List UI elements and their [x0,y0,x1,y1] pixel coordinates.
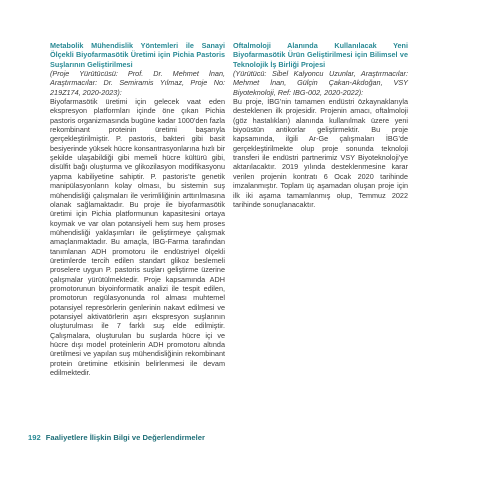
article-left-title: Metabolik Mühendislik Yöntemleri ile Sanayi Ölçekli Biyofarmasötik Üretimi için Pichia Pastoris Suşlarının Geliştirilmesi [50,41,225,69]
article-left-body: Biyofarmasötik üretimi için gelecek vaat eden ekspresyon platformları içinde öne çıkan Pichia pastoris organizmasında bugüne kadar 1000’den fazla rekombinant proteinin üretimi başarıyla gerçekleştirilmiştir. P. pastoris, bakteri gibi basit besiyerinde yüksek hücre konsantrasyonlarına hızlı bir şekilde ulaşabildiği gibi memeli hücre kültürü gibi, disülfit bağı oluşturma ve glikozilasyon modifikasyonu yapma kabiliyetine sahiptir. P. pastoris’te genetik manipülasyonların kolay olması, bu sistemin suş mühendisliği çalışmaları ile verimliliğinin arttırılmasına olanak sağlamaktadır. Bu proje ile biyofarmasötik üretimi için Pichia platformunun kapasitesini ortaya koymak ve var olan potansiyeli hem suş hem proses mühendisliği yaklaşımları ile geliştirmeye çalışmak amaçlanmaktadır. Bu amaçla, İBG-Farma tarafından tanımlanan ADH promotoru ile endüstriyel ölçekli üretimlerde tercih edilen standart glikoz beslemeli proselere uygun P. pastoris suşları geliştirme üzerine çalışmalar yürütülmektedir. Proje kapsamında ADH promotorunun biyoinformatik analizi ile tespit edilen, promotorun regülasyonunda rol alması muhtemel potansiyel represörlerin genlerinin nakavt edilmesi ve potansiyel aktivatörlerin aşırı ekspresyon suşlarının oluşturulması ile 7 farklı suş elde edilmiştir. Çalışmalara, oluşturulan bu suşlarda hücre içi ve hücre dışı model proteinlerin ADH promotoru altında üretilmesi ve yapılan suş mühendisliğinin rekombinant protein üretimine etkisinin belirlenmesi ile devam edilmektedir. [50,97,225,378]
article-left-meta: (Proje Yürütücüsü: Prof. Dr. Mehmet İnan, Araştırmacılar: Dr. Semiramis Yılmaz, Proje No: 219Z174, 2020-2023): [50,69,225,97]
article-right [233,41,408,209]
footer-title: Faaliyetlere İlişkin Bilgi ve Değerlendirmeler [45,433,205,442]
article-right-meta: (Yürütücü: Sibel Kalyoncu Uzunlar, Araştırmacılar: Mehmet İnan, Gülçin Çakan-Akdoğan, VSY Biyoteknoloji, Ref: IBG-002, 2020-2022): [233,69,408,97]
article-left [50,41,225,377]
page-number: 192 [28,433,41,442]
article-right-body: Bu proje, İBG’nin tamamen endüstri özkaynaklarıyla desteklenen ilk projesidir. Projenin amacı, oftalmoloji (göz hastalıkları) alanında kullanılmak üzere yeni biyoüstün antikorlar geliştirmektir. Bu proje kapsamında, ilgili Ar-Ge çalışmaları İBG’de gerçekleştirilmekte olup proje sonunda teknoloji transferi ile endüstri partnerimiz VSY Biyoteknoloji’ye aktarılacaktır. 2019 yılında desteklenmesine karar verilen projenin kontratı 6 Ocak 2020 tarihinde imzalanmıştır. Toplam üç aşamadan oluşan proje için ilk iki aşama tamamlanmış olup, Temmuz 2022 tarihinde sonuçlanacaktır. [233,97,408,209]
article-right-title: Oftalmoloji Alanında Kullanılacak Yeni Biyofarmasötik Ürün Geliştirilmesi için Bilimsel ve Teknolojik İş Birliği Projesi [233,41,408,69]
page-footer [28,433,205,443]
